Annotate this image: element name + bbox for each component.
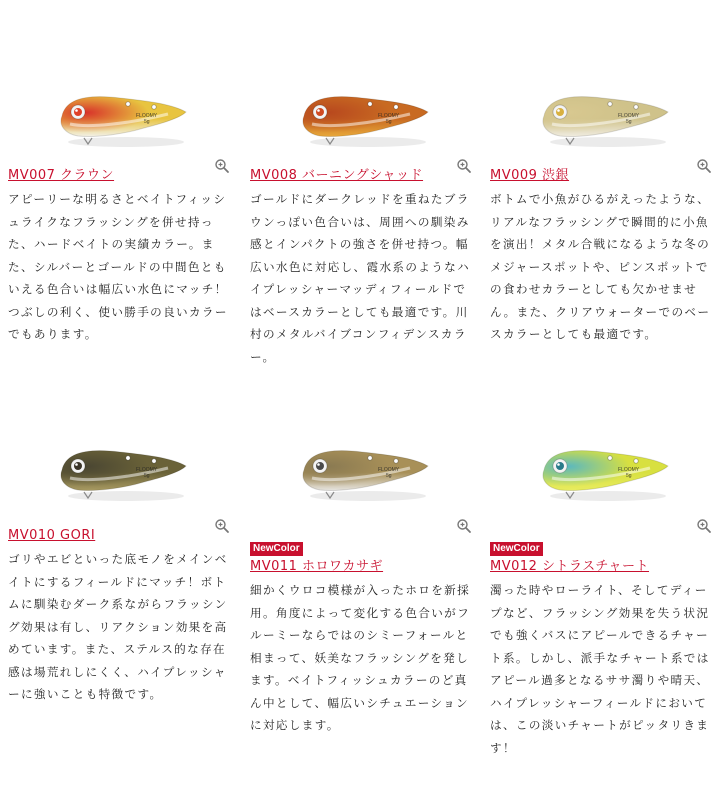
product-image-area (490, 40, 712, 165)
product-image-area (8, 400, 230, 525)
product-description: 細かくウロコ模様が入ったホロを新採用。角度によって変化する色合いがフルーミーならではのシミーフォールと相まって、妖美なフラッシングを発します。ベイトフィッシュカラーのど真ん中として、幅広いシチュエーションに対応します。 (250, 583, 471, 732)
zoom-in-icon[interactable] (696, 158, 712, 174)
svg-text:FLOOMY: FLOOMY (378, 467, 400, 473)
product-title-link[interactable]: MV012 シトラスチャート (490, 559, 650, 574)
product-description: ボトムで小魚がひるがえったような、リアルなフラッシングで瞬間的に小魚を演出！メタル合戦になるような冬のメジャースポットや、ピンスポットでの食わせカラーとしても欠かせません。また、クリアウォーターでのベースカラーとしても最適です。 (490, 192, 711, 341)
svg-text:FLOOMY: FLOOMY (136, 467, 158, 473)
product-image-area (250, 40, 472, 165)
svg-text:5g: 5g (386, 473, 392, 479)
product-image-area (490, 400, 712, 525)
product-card (490, 40, 712, 346)
product-card (250, 400, 472, 737)
zoom-in-icon[interactable] (214, 158, 230, 174)
product-description: ゴリやエビといった底モノをメインベイトにするフィールドにマッチ！ボトムに馴染むダーク系ながらフラッシング効果は有し、リアクション効果を高めています。また、ステルス的な存在感は場荒れしにくく、ハイプレッシャーに強いことも特徴です。 (8, 552, 228, 701)
product-image-area (8, 40, 230, 165)
lure-image[interactable] (530, 444, 680, 504)
svg-text:5g: 5g (626, 119, 632, 125)
product-title-link[interactable]: MV008 バーニングシャッド (250, 168, 424, 183)
lure-image[interactable] (530, 90, 680, 150)
new-color-badge: NewColor (490, 542, 543, 556)
product-title-link[interactable]: MV011 ホロワカサギ (250, 559, 384, 574)
product-card (8, 400, 230, 706)
product-card (250, 40, 472, 368)
product-description: ゴールドにダークレッドを重ねたブラウンっぽい色合いは、周囲への馴染み感とインパクトの強さを併せ持つ。幅広い水色に対応し、霞水系のようなハイプレッシャーマッディフィールドではベースカラーとしても最適です。川村のメタルバイブコンフィデンスカラー。 (250, 192, 471, 364)
new-color-badge: NewColor (250, 542, 303, 556)
svg-text:FLOOMY: FLOOMY (378, 113, 400, 119)
product-description: 濁った時やローライト、そしてディープなど、フラッシング効果を失う状況でも強くバスにアピールできるチャート系。しかし、派手なチャート系ではアピール過多となるササ濁りや晴天、ハイプレッシャーフィールドにおいては、この淡いチャートがピッタリきます！ (490, 583, 710, 755)
lure-image[interactable] (290, 90, 440, 150)
product-title-link[interactable]: MV010 GORI (8, 528, 96, 543)
product-card (490, 400, 712, 759)
svg-text:5g: 5g (386, 119, 392, 125)
lure-image[interactable] (48, 90, 198, 150)
product-card (8, 40, 230, 346)
zoom-in-icon[interactable] (456, 158, 472, 174)
lure-image[interactable] (290, 444, 440, 504)
zoom-in-icon[interactable] (696, 518, 712, 534)
product-description: アピーリーな明るさとベイトフィッシュライクなフラッシングを併せ持った、ハードベイトの実績カラー。また、シルバーとゴールドの中間色ともいえる色合いは幅広い水色にマッチ！つぶしの利く、使い勝手の良いカラーでもあります。 (8, 192, 228, 341)
lure-image[interactable] (48, 444, 198, 504)
svg-text:5g: 5g (144, 473, 150, 479)
product-title-link[interactable]: MV009 渋銀 (490, 168, 570, 183)
zoom-in-icon[interactable] (214, 518, 230, 534)
svg-text:FLOOMY: FLOOMY (618, 467, 640, 473)
svg-text:5g: 5g (626, 473, 632, 479)
product-title-link[interactable]: MV007 クラウン (8, 168, 115, 183)
svg-text:FLOOMY: FLOOMY (618, 113, 640, 119)
svg-text:5g: 5g (144, 119, 150, 125)
zoom-in-icon[interactable] (456, 518, 472, 534)
svg-text:FLOOMY: FLOOMY (136, 113, 158, 119)
product-image-area (250, 400, 472, 525)
